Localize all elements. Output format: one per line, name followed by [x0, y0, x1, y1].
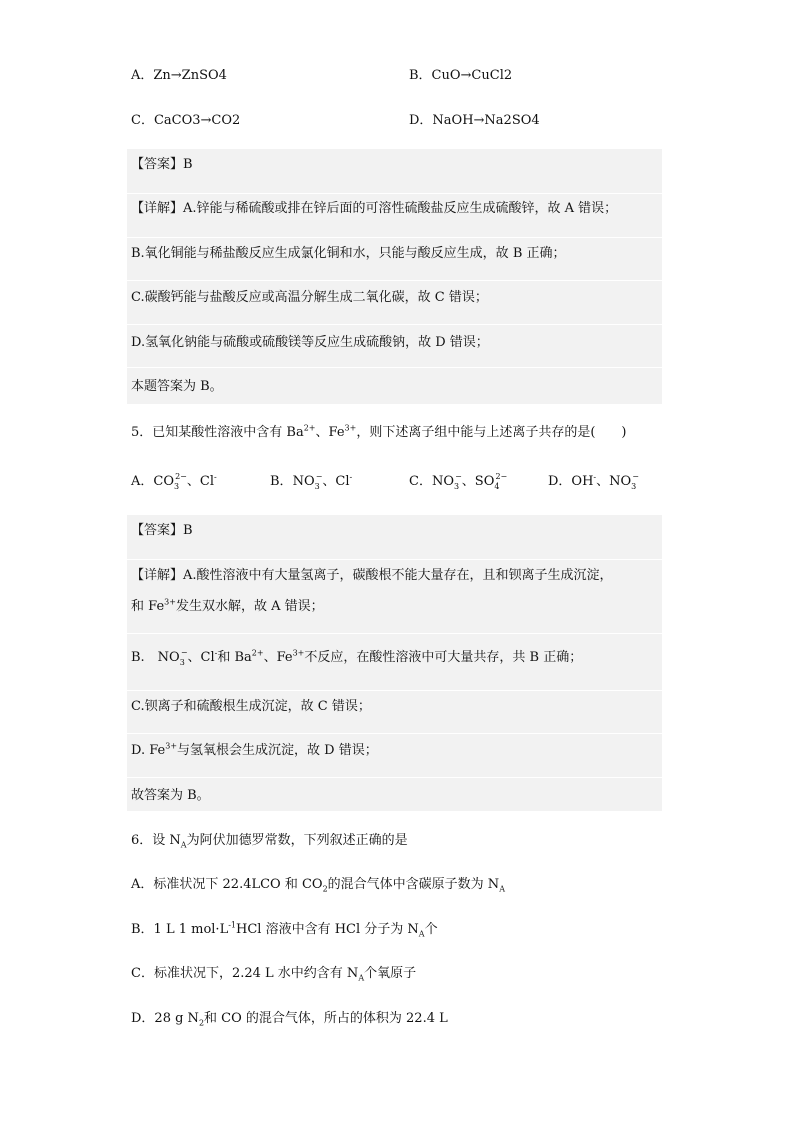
q4-answer-box — [127, 149, 662, 404]
q5-explanation-c: C.钡离子和硫酸根生成沉淀，故 C 错误； — [131, 699, 371, 714]
q5-explanation-d: D. $Fe^{3+}$与氢氧根会生成沉淀，故 D 错误； — [131, 741, 378, 758]
q5-stem: 5．已知某酸性溶液中含有 $Ba^{2+}$、$Fe^{3+}$，则下述离子组中能与上述离子共存的是( ) — [131, 423, 627, 440]
q5-explanation-a-cont: 和 $Fe^{3+}$发生双水解，故 A 错误； — [131, 597, 324, 614]
q5-conclusion: 故答案为 B。 — [131, 788, 210, 803]
q5-explanation-b: B. $NO_3^-$、Cl-和 $Ba^{2+}$、$Fe^{3+}$不反应，在酸性溶液中可大量共存，共 B 正确； — [131, 648, 583, 667]
q5-option-c: C．$NO_3^-$、$SO_4^{2-}$ — [409, 472, 508, 491]
q4-option-d: D．NaOH→Na2SO4 — [409, 113, 540, 128]
q6-stem: 6．设 $N_A$为阿伏加德罗常数，下列叙述正确的是 — [131, 833, 408, 850]
q4-explanation-a: 【详解】A.锌能与稀硫酸或排在锌后面的可溶性硫酸盐反应生成硫酸锌，故 A 错误； — [131, 201, 618, 216]
q4-option-a: A．Zn→ZnSO4 — [131, 68, 227, 83]
q4-explanation-b: B.氧化铜能与稀盐酸反应生成氯化铜和水，只能与酸反应生成，故 B 正确； — [131, 246, 566, 261]
q5-option-a: A．$CO_3^{2-}$、Cl- — [131, 472, 217, 491]
q5-answer: 【答案】B — [131, 523, 193, 538]
q6-option-a: A．标准状况下 22.4LCO 和 $CO_2$的混合气体中含碳原子数为 $N_A$ — [131, 877, 505, 894]
q4-option-c: C．CaCO3→CO2 — [131, 113, 241, 128]
q6-option-c: C．标准状况下，2.24 L 水中约含有 $N_A$个氧原子 — [131, 966, 417, 983]
q5-option-b: B．$NO_3^-$、Cl- — [270, 472, 353, 491]
q5-option-d: D．OH-、$NO_3^-$ — [548, 472, 639, 491]
q4-conclusion: 本题答案为 B。 — [131, 379, 223, 394]
q6-option-b: B．1 L 1 $mol\cdot L^{-1}HCl$ 溶液中含有 HCl 分子为 $N_A$个 — [131, 920, 438, 939]
q4-explanation-c: C.碳酸钙能与盐酸反应或高温分解生成二氧化碳，故 C 错误； — [131, 290, 488, 305]
q4-answer: 【答案】B — [131, 157, 193, 172]
q5-explanation-a: 【详解】A.酸性溶液中有大量氢离子，碳酸根不能大量存在，且和钡离子生成沉淀， — [131, 568, 613, 583]
q4-explanation-d: D.氢氧化钠能与硫酸或硫酸镁等反应生成硫酸钠，故 D 错误； — [131, 335, 489, 350]
q4-option-b: B．CuO→CuCl2 — [409, 68, 513, 83]
q6-option-d: D．28 g $N_2$和 CO 的混合气体，所占的体积为 22.4 L — [131, 1011, 448, 1028]
